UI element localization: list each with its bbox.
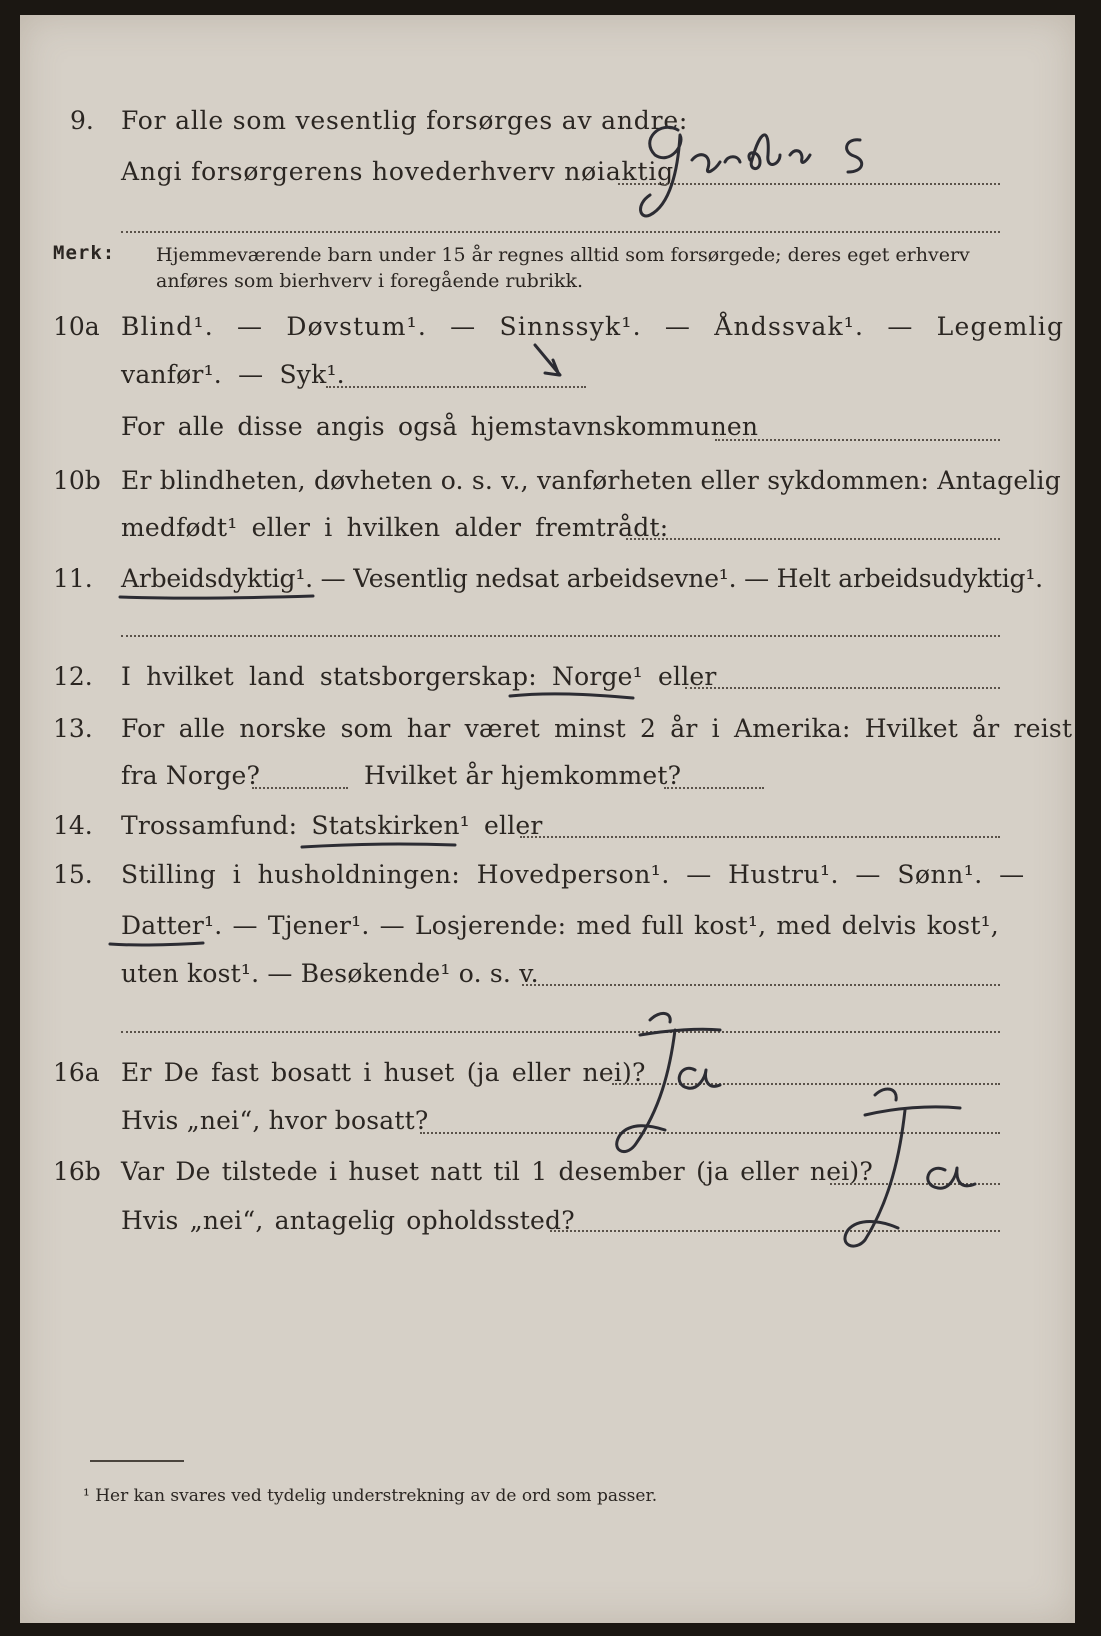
item-number: 13.	[53, 714, 93, 743]
item-number: 10b	[53, 466, 101, 495]
item-number: 12.	[53, 662, 93, 691]
answer-line	[664, 787, 764, 789]
q10a-line3: For alle disse angis også hjemstavnskommunen	[121, 412, 759, 441]
note-line1: Hjemmeværende barn under 15 år regnes alltid som forsørgede; deres eget erhverv	[156, 244, 970, 266]
q16b-line2: Hvis „nei“, antagelig opholdssted?	[121, 1206, 575, 1235]
q12-line1: I hvilket land statsborgerskap: Norge¹ eller	[121, 662, 717, 691]
q10b-line2: medfødt¹ eller i hvilken alder fremtrådt:	[121, 513, 669, 542]
q16a-line1: Er De fast bosatt i huset (ja eller nei)?	[121, 1058, 646, 1087]
census-form-page	[20, 15, 1075, 1623]
answer-line	[520, 836, 1000, 838]
q10b-line1: Er blindheten, døvheten o. s. v., vanførheten eller sykdommen: Antagelig	[121, 466, 1061, 495]
handwriting-mark	[515, 335, 575, 385]
footnote-rule	[90, 1460, 184, 1462]
q15-line2: Datter¹. — Tjener¹. — Losjerende: med full kost¹, med delvis kost¹,	[121, 911, 999, 940]
answer-line	[121, 635, 1000, 637]
q13-line1: For alle norske som har været minst 2 år i Amerika: Hvilket år reist	[121, 714, 1073, 743]
answer-line	[626, 538, 1000, 540]
q9-line2: Angi forsørgerens hovederhverv nøiaktig	[121, 157, 674, 186]
q13-line2a: fra Norge?	[121, 761, 261, 790]
handwriting-answer-16a	[580, 1000, 760, 1170]
answer-line	[326, 386, 586, 388]
q15-line3: uten kost¹. — Besøkende¹ o. s. v.	[121, 959, 539, 988]
answer-line	[685, 687, 1000, 689]
footnote: ¹ Her kan svares ved tydelig understrekning av de ord som passer.	[83, 1486, 658, 1506]
q16a-line2: Hvis „nei“, hvor bosatt?	[121, 1106, 429, 1135]
item-number: 10a	[53, 312, 100, 341]
q11-line1: Arbeidsdyktig¹. — Vesentlig nedsat arbeidsevne¹. — Helt arbeidsudyktig¹.	[121, 564, 1043, 593]
item-number: 15.	[53, 860, 93, 889]
q10a-line2: vanfør¹. — Syk¹.	[121, 360, 345, 389]
item-number: 14.	[53, 811, 93, 840]
underline-stroke	[108, 939, 208, 953]
underline-stroke	[300, 839, 460, 853]
q13-line2b: Hvilket år hjemkommet?	[364, 761, 682, 790]
answer-line	[121, 1031, 1000, 1033]
q10a-line1: Blind¹. — Døvstum¹. — Sinnssyk¹. — Åndssvak¹. — Legemlig	[121, 312, 1065, 341]
answer-line	[715, 439, 1000, 441]
answer-line	[121, 231, 1000, 233]
answer-line	[252, 787, 348, 789]
note-label: Merk:	[53, 242, 116, 264]
item-number: 16b	[53, 1157, 101, 1186]
handwriting-occupation	[620, 110, 920, 230]
note-line2: anføres som bierhverv i foregående rubrikk.	[156, 270, 584, 292]
q16b-line1: Var De tilstede i huset natt til 1 desember (ja eller nei)?	[121, 1157, 873, 1186]
item-number: 16a	[53, 1058, 100, 1087]
answer-line	[522, 984, 1000, 986]
q14-line1: Trossamfund: Statskirken¹ eller	[121, 811, 543, 840]
q15-line1: Stilling i husholdningen: Hovedperson¹. — Hustru¹. — Sønn¹. —	[121, 860, 1025, 889]
q9-line1: For alle som vesentlig forsørges av andre:	[121, 106, 689, 135]
item-number: 11.	[53, 564, 93, 593]
underline-stroke	[508, 690, 638, 704]
underline-stroke	[118, 593, 318, 605]
handwriting-answer-16b	[810, 1080, 1000, 1260]
item-number: 9.	[70, 106, 94, 135]
